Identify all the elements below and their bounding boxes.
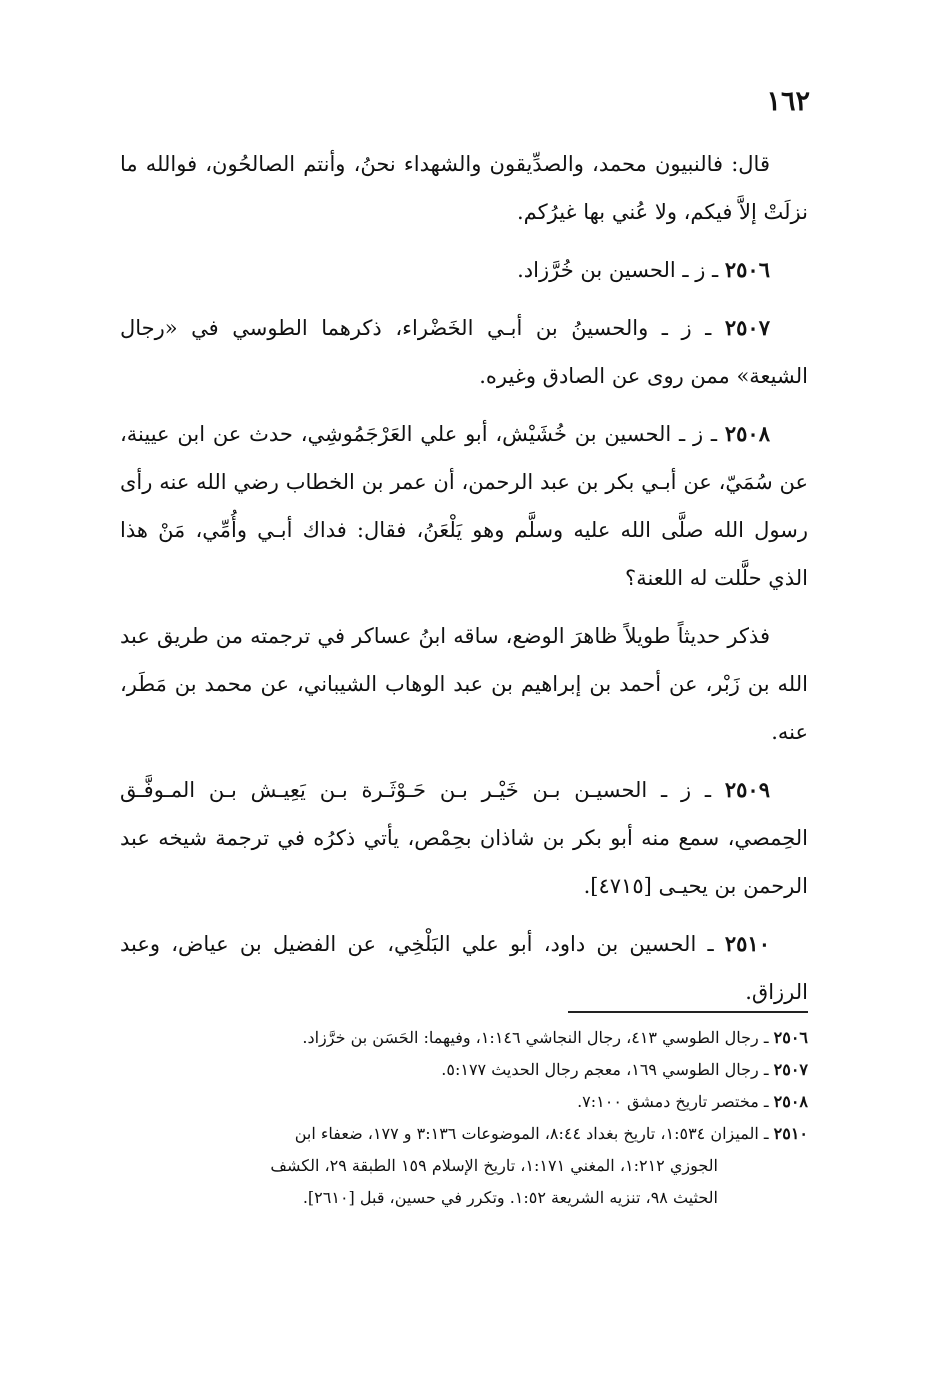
footnotes — [120, 1022, 808, 1214]
page-number: ١٦٢ — [766, 86, 810, 117]
footnote-number: ٢٥٠٧ — [773, 1060, 808, 1079]
entry-text: قال: فالنبيون محمد، والصدِّيقون والشهداء نحنُ، وأنتم الصالحُون، فوالله ما نزلَتْ إلاَّ فيكم، ولا عُني بها غيرُكم. — [120, 152, 808, 224]
entry-number: ٢٥٠٧ — [724, 315, 770, 340]
entry-text: ـ الحسين بن داود، أبو علي البَلْخِي، عن الفضيل بن عياض، وعبد الرزاق. — [120, 932, 808, 1004]
entry-number: ٢٥١٠ — [724, 931, 770, 956]
footnote-continuation: الحثيث ٩٨، تنزيه الشريعة ١:٥٢. وتكرر في حسين، قبل [٢٦١٠]. — [302, 1188, 718, 1207]
entry-text: ـ ز ـ الحسيـن بـن خَيْـر بـن حَـوْثَـرة بـن يَعِيـش بـن المـوفَّـق الحِمصي، سمع منه أبو بكر بن شاذان بحِمْص، يأتي ذكرُه في ترجمة شيخه عبد الرحمن بن يحيـى [٤٧١٥]. — [120, 778, 808, 898]
footnote-text: ـ الميزان ١:٥٣٤، تاريخ بغداد ٨:٤٤، الموضوعات ٣:١٣٦ و ١٧٧، ضعفاء ابن — [294, 1124, 774, 1143]
main-text — [120, 140, 808, 1026]
entry-number: ٢٥٠٦ — [724, 257, 770, 282]
entry-text: ـ ز ـ والحسينُ بن أبـي الخَضْراء، ذكرهما الطوسي في «رجال الشيعة» ممن روى عن الصادق وغيره. — [120, 316, 808, 388]
footnote-number: ٢٥٠٦ — [773, 1028, 808, 1047]
footnote — [120, 1118, 808, 1150]
footnote-text: ـ مختصر تاريخ دمشق ٧:١٠٠. — [577, 1092, 774, 1111]
footnote-text: ـ رجال الطوسي ٤١٣، رجال النجاشي ١:١٤٦، وفيهما: الحَسَن بن خرَّزاد. — [302, 1028, 774, 1047]
entry-paragraph — [120, 410, 808, 602]
entry-number: ٢٥٠٩ — [724, 777, 770, 802]
entry-paragraph — [120, 612, 808, 756]
footnote-text: ـ رجال الطوسي ١٦٩، معجم رجال الحديث ٥:١٧٧. — [441, 1060, 774, 1079]
entry-text: ـ ز ـ الحسين بن خُشَيْش، أبو علي العَرْجَمُوشِي، حدث عن ابن عيينة، عن سُمَيّ، عن أبـي بكر بن عبد الرحمن، أن عمر بن الخطاب رضي الله عنه رأى رسول الله صلَّى الله عليه وسلَّم وهو يَلْعَنُ، فقال: فداك أبـي وأُمِّي، مَنْ هذا الذي حلَّلت له اللعنة؟ — [120, 422, 808, 590]
footnote — [120, 1086, 808, 1118]
footnote-number: ٢٥١٠ — [773, 1124, 808, 1143]
entry-text: فذكر حديثاً طويلاً ظاهرَ الوضع، ساقه ابنُ عساكر في ترجمته من طريق عبد الله بن زَبْر، عن أحمد بن إبراهيم بن عبد الوهاب الشيباني، عن محمد بن مَطَر، عنه. — [120, 624, 808, 744]
entry-number: ٢٥٠٨ — [724, 421, 770, 446]
entry-text: ـ ز ـ الحسين بن خُرَّزاد. — [517, 258, 725, 282]
footnote-continuation: الجوزي ١:٢١٢، المغني ١:١٧١، تاريخ الإسلام ١٥٩ الطبقة ٢٩، الكشف — [270, 1156, 718, 1175]
footnote — [120, 1022, 808, 1054]
entry-paragraph — [120, 304, 808, 400]
entry-paragraph — [120, 766, 808, 910]
footnote-number: ٢٥٠٨ — [773, 1092, 808, 1111]
footnote-separator — [568, 1011, 808, 1013]
entry-paragraph — [120, 920, 808, 1016]
footnote — [120, 1054, 808, 1086]
entry-paragraph — [120, 246, 808, 294]
entry-paragraph — [120, 140, 808, 236]
